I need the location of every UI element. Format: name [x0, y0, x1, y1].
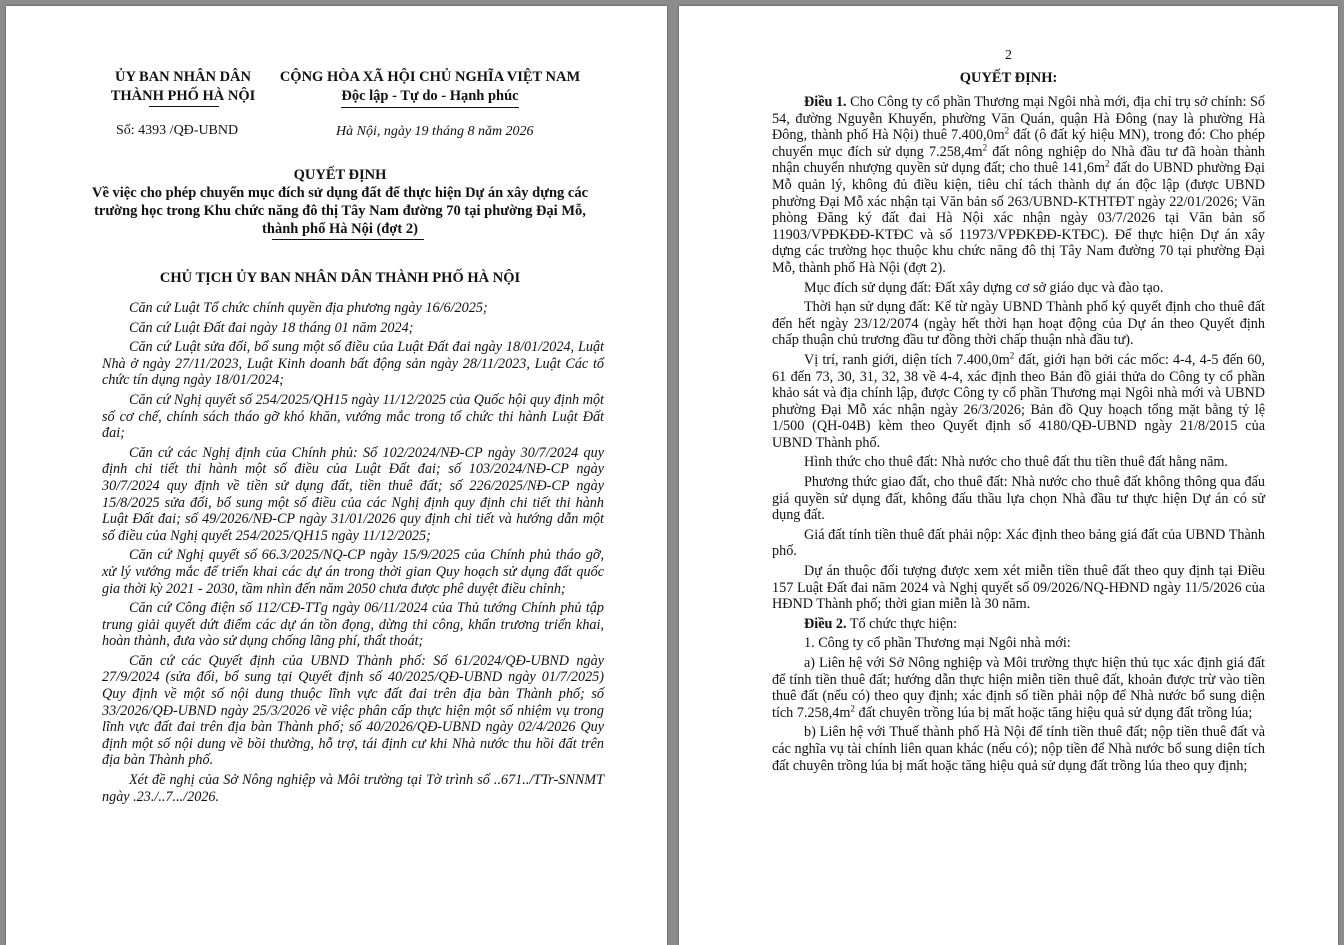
decision-subtitle: Về việc cho phép chuyển mục đích sử dụng đất để thực hiện Dự án xây dựng các trường học trong Khu chức năng đô thị Tây Nam đường 70 tại phường Đại Mỗ, thành phố Hà Nội (đợt 2)	[91, 185, 589, 237]
item-a-text: đất chuyên trồng lúa bị mất hoặc tăng hiệu quả sử dụng đất trồng lúa;	[854, 704, 1253, 721]
issuer-line-2: THÀNH PHỐ HÀ NỘI	[110, 88, 256, 104]
rent-exemption: Dự án thuộc đối tượng được xem xét miễn tiền thuê đất theo quy định tại Điều 157 Luật Đất đai năm 2024 và Nghị quyết số 09/2026/NQ-HĐND ngày 11/5/2026 của HĐND Thành phố; thời gian miễn là 30 năm.	[772, 563, 1265, 613]
land-use-purpose: Mục đích sử dụng đất: Đất xây dựng cơ sở giáo dục và đào tạo.	[804, 279, 1164, 296]
page-number: 2	[1005, 48, 1012, 63]
legal-basis-item: Căn cứ Luật Đất đai ngày 18 tháng 01 năm 2024;	[129, 319, 414, 336]
allocation-method: Phương thức giao đất, cho thuê đất: Nhà nước cho thuê đất không thông qua đấu giá quyền sử dụng đất, không đấu thầu lựa chọn Nhà đầu tư thực hiện Dự án có sử dụng đất.	[772, 474, 1265, 524]
article-2-item-b: b) Liên hệ với Thuế thành phố Hà Nội để tính tiền thuê đất; nộp tiền thuê đất và các nghĩa vụ tài chính liên quan khác (nếu có); nộp tiền để Nhà nước bổ sung diện tích đất chuyên trồng lúa bị mất hoặc tăng hiệu quả sử dụng đất trồng lúa theo quy định;	[772, 724, 1265, 774]
legal-basis-item: Căn cứ các Quyết định của UBND Thành phố: Số 61/2024/QĐ-UBND ngày 27/9/2024 (sửa đổi, bổ sung tại Quyết định số 40/2025/QĐ-UBND ngày 01/7/2025) Quy định về một số nội dung thuộc lĩnh vực đất đai trên địa bàn Thành phố; số 33/2026/QĐ-UBND ngày 25/3/2026 về việc phân cấp thực hiện một số nhiệm vụ trong lĩnh vực đất đai trên địa bàn Thành phố; số 40/2026/QĐ-UBND ngày 02/4/2026 Quy định một số nội dung về bồi thường, hỗ trợ, tái định cư khi Nhà nước thu hồi đất trên địa bàn Thành phố.	[102, 652, 604, 769]
article-2	[772, 616, 1265, 633]
location-text: đất, giới hạn bởi các mốc: 4-4, 4-5 đến 60, 61 đến 73, 30, 31, 32, 38 về 4-4, xác định theo Bản đồ giải thửa do Công ty cổ phần khảo sát và địa chính lập, được Công ty cổ phần Thương mại Ngôi nhà mới và UBND phường Đại Mỗ xác nhận ngày 26/3/2026; Bản đồ Quy hoạch tổng mặt bằng tỷ lệ 1/500 (QH-04B) kèm theo Quyết định số 4180/QĐ-UBND ngày 21/8/2015 của UBND Thành phố.	[772, 351, 1265, 451]
decision-title-block	[86, 166, 594, 238]
land-price: Giá đất tính tiền thuê đất phải nộp: Xác định theo bảng giá đất của UBND Thành phố.	[772, 526, 1265, 560]
legal-basis-item: Căn cứ Luật sửa đổi, bổ sung một số điều của Luật Đất đai ngày 18/01/2024, Luật Nhà ở ngày 27/11/2023, Luật Kinh doanh bất động sản ngày 28/11/2023, Luật Các tổ chức tín dụng ngày 18/01/2024;	[102, 339, 604, 389]
item-a-text: a) Liên hệ với Sở Nông nghiệp và Môi trường thực hiện thủ tục xác định giá đất để tính tiền thuê đất; hướng dẫn thực hiện miễn tiền thuê đất, khoản được trừ vào tiền thuê đất (nếu có) theo quy định; xác định số tiền phải nộp để Nhà nước bổ sung diện tích 7.258,4m	[772, 655, 1265, 721]
title-underline	[272, 239, 424, 240]
issuer-line-1: ỦY BAN NHÂN DÂN	[114, 69, 251, 85]
national-header	[268, 68, 592, 108]
superscript: 2	[850, 703, 855, 714]
article-1-text: đất (ô đất ký hiệu MN), trong đó: Cho phép chuyển mục đích sử dụng 7.258,4m	[772, 127, 1265, 160]
location-boundary	[772, 352, 1265, 452]
decision-title: QUYẾT ĐỊNH	[293, 167, 387, 183]
legal-basis-item: Xét đề nghị của Sở Nông nghiệp và Môi trường tại Tờ trình số ..671../TTr-SNNMT ngày .23./..7.../2026.	[102, 772, 604, 805]
article-1-text: đất do UBND phường Đại Mỗ quản lý, không đủ điều kiện, tiêu chí tách thành dự án độc lập (được UBND phường Đại Mỗ xác nhận tại Văn bản số 263/UBND-KTHTĐT ngày 22/01/2026; Văn phòng Đăng ký đất đai Hà Nội xác nhận ngày 03/7/2026 tại Văn bản số 11903/VPĐKĐĐ-KTĐC và số 11973/VPĐKĐĐ-KTĐC). Để thực hiện Dự án xây dựng các trường học thuộc khu chức năng đô thị Tây Nam đường 70 tại phường Đại Mỗ, thành phố Hà Nội (đợt 2).	[772, 160, 1266, 276]
article-1	[772, 94, 1265, 277]
legal-basis-item: Căn cứ các Nghị định của Chính phủ: Số 102/2024/NĐ-CP ngày 30/7/2024 quy định chi tiết thi hành một số điều của Luật Đất đai; số 103/2024/NĐ-CP ngày 30/7/2024 quy định về tiền sử dụng đất, tiền thuê đất; số 226/2025/NĐ-CP ngày 15/8/2025 sửa đổi, bổ sung một số điều của các Nghị định quy định chi tiết thi hành Luật Đất đai; số 49/2026/NĐ-CP ngày 31/01/2026 quy định chi tiết và hướng dẫn một số điều của Nghị quyết 254/2025/QH15 ngày 11/12/2025;	[102, 444, 604, 544]
land-use-term: Thời hạn sử dụng đất: Kể từ ngày UBND Thành phố ký quyết định cho thuê đất đến hết ngày 23/12/2074 (ngày hết thời hạn hoạt động của Dự án theo Quyết định chấp thuận chủ trương đầu tư đồng thời chấp thuận nhà đầu tư).	[772, 299, 1265, 349]
legal-basis-item: Căn cứ Nghị quyết số 254/2025/QH15 ngày 11/12/2025 của Quốc hội quy định một số cơ chế, chính sách tháo gỡ khó khăn, vướng mắc trong tổ chức thi hành Luật Đất đai;	[102, 391, 604, 442]
national-name: CỘNG HÒA XÃ HỘI CHỦ NGHĨA VIỆT NAM	[279, 69, 581, 85]
decision-body	[772, 94, 1265, 777]
article-2-item-a	[772, 655, 1265, 721]
superscript: 2	[982, 142, 988, 153]
article-1-label: Điều 1.	[804, 94, 847, 110]
document-page-1	[6, 6, 667, 945]
article-2-text: Tổ chức thực hiện:	[846, 615, 958, 632]
document-date: Hà Nội, ngày 19 tháng 8 năm 2026	[336, 124, 534, 139]
superscript: 2	[1009, 350, 1015, 361]
issuer-underline	[149, 106, 219, 107]
decision-heading: QUYẾT ĐỊNH:	[959, 70, 1058, 86]
legal-basis-list	[102, 300, 604, 808]
article-2-item-1: 1. Công ty cổ phần Thương mại Ngôi nhà mới:	[804, 635, 1071, 652]
issuer-header	[92, 68, 274, 106]
legal-basis-item: Căn cứ Luật Tổ chức chính quyền địa phương ngày 16/6/2025;	[129, 300, 488, 316]
national-motto: Độc lập - Tự do - Hạnh phúc	[341, 87, 518, 108]
document-page-2	[679, 6, 1338, 945]
document-number: Số: 4393 /QĐ-UBND	[116, 123, 239, 138]
legal-basis-item: Căn cứ Nghị quyết số 66.3/2025/NQ-CP ngày 15/9/2025 của Chính phủ tháo gỡ, xử lý vướng mắc để triển khai các dự án trong thời gian Quy hoạch sử dụng đất quốc gia thời kỳ 2021 - 2030, tầm nhìn đến năm 2050 chưa được phê duyệt điều chỉnh;	[102, 547, 604, 597]
authority-heading: CHỦ TỊCH ỦY BAN NHÂN DÂN THÀNH PHỐ HÀ NỘI	[159, 270, 521, 286]
article-1-text: Cho Công ty cổ phần Thương mại Ngôi nhà mới, địa chỉ trụ sở chính: Số 54, đường Nguyễn Khuyến, phường Văn Quán, quận Hà Đông (nay là phường Hà Đông, thành phố Hà Nội) thuê 7.400,0m	[772, 94, 1266, 144]
article-1-text: đất nông nghiệp do Nhà đầu tư đã hoàn thành nhận chuyển nhượng quyền sử dụng đất; cho thuê 141,6m	[772, 143, 1265, 177]
location-text: Vị trí, ranh giới, diện tích 7.400,0m	[804, 351, 1010, 368]
superscript: 2	[1105, 158, 1110, 169]
superscript: 2	[1004, 125, 1010, 136]
lease-form: Hình thức cho thuê đất: Nhà nước cho thuê đất thu tiền thuê đất hằng năm.	[804, 454, 1228, 471]
legal-basis-item: Căn cứ Công điện số 112/CĐ-TTg ngày 06/11/2024 của Thủ tướng Chính phủ tập trung giải quyết dứt điểm các dự án tồn đọng, dừng thi công, khẩn trương triển khai, hoàn thành, đưa vào sử dụng chống lãng phí, thất thoát;	[102, 600, 604, 650]
article-2-label: Điều 2.	[804, 615, 847, 632]
